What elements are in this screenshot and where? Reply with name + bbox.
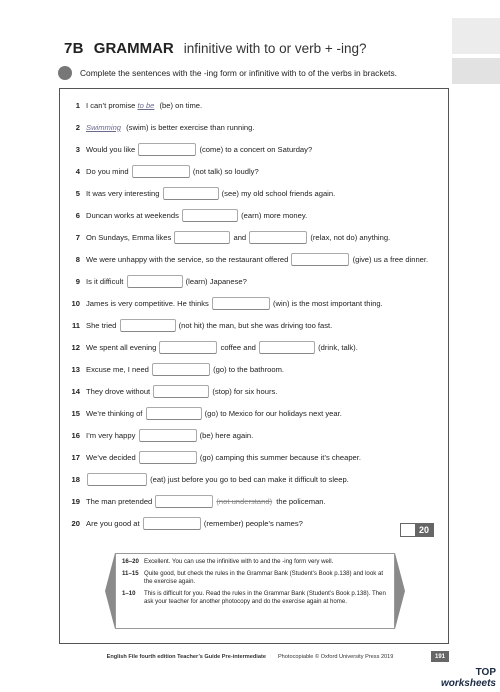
item-number: 20	[71, 518, 80, 528]
item-text: Would you like	[86, 144, 138, 154]
exercise-item	[60, 141, 450, 157]
section-subtitle: infinitive with to or verb + -ing?	[183, 41, 367, 56]
answer-blank[interactable]	[138, 143, 196, 156]
item-number: 17	[71, 452, 80, 462]
item-number: 9	[75, 276, 80, 286]
bullet-circle-icon	[58, 66, 72, 80]
answer-blank[interactable]	[127, 275, 183, 288]
exercise-item	[60, 163, 450, 179]
item-text: (give) us a free dinner.	[350, 254, 429, 264]
exercise-item	[60, 295, 450, 311]
page-number: 191	[431, 651, 449, 662]
item-number: 4	[75, 166, 80, 176]
footer-book-title: English File fourth edition Teacher’s Guide Pre-intermediate	[106, 654, 266, 660]
band-row	[122, 590, 388, 606]
score-box	[400, 523, 434, 537]
item-text: (eat) just before you go to bed can make it difficult to sleep.	[148, 474, 349, 484]
item-text: (learn) Japanese?	[183, 276, 247, 286]
instruction-row	[58, 66, 397, 80]
section-code: 7B	[64, 40, 84, 57]
item-text: We were unhappy with the service, so the restaurant offered	[86, 254, 291, 264]
answer-blank[interactable]	[139, 451, 197, 464]
item-text: (go) camping this summer because it’s cheaper.	[197, 452, 361, 462]
item-text: She tried	[86, 320, 119, 330]
answer-blank[interactable]	[249, 231, 307, 244]
item-text: (be) here again.	[197, 430, 254, 440]
answer-blank[interactable]	[155, 495, 213, 508]
exercise-item	[60, 229, 450, 245]
exercise-item	[60, 339, 450, 355]
answer-blank[interactable]	[153, 385, 209, 398]
instruction-text: Complete the sentences with the -ing form or infinitive with to of the verbs in brackets.	[80, 68, 398, 78]
exercise-item	[60, 471, 450, 487]
page-footer	[60, 654, 440, 660]
struck-hint: (not understand)	[216, 496, 273, 506]
answer-blank[interactable]	[174, 231, 230, 244]
logo-top-text: TOP	[475, 667, 496, 678]
item-text: The man pretended	[86, 496, 155, 506]
item-text: (drink, talk).	[316, 342, 358, 352]
item-number: 7	[75, 232, 80, 242]
answer-blank[interactable]	[143, 517, 201, 530]
item-text: Do you mind	[86, 166, 131, 176]
band-text: Excellent. You can use the infinitive with to and the -ing form very well.	[144, 558, 334, 565]
page-edge-decoration	[452, 0, 500, 692]
item-text: (go) to the bathroom.	[211, 364, 285, 374]
item-text: It was very interesting	[86, 188, 162, 198]
section-title	[64, 40, 367, 57]
item-text: They drove without	[86, 386, 153, 396]
item-number: 15	[71, 408, 80, 418]
item-text: coffee and	[218, 342, 259, 352]
exercise-item	[60, 405, 450, 421]
answer-blank[interactable]	[291, 253, 349, 266]
exercise-item	[60, 317, 450, 333]
item-text: (swim) is better exercise than running.	[124, 122, 255, 132]
edge-strip	[452, 58, 500, 84]
item-text: (win) is the most important thing.	[270, 298, 383, 308]
answer-blank[interactable]	[159, 341, 217, 354]
band-row	[122, 558, 388, 566]
exercise-item	[60, 361, 450, 377]
item-text: Are you good at	[86, 518, 142, 528]
item-text: On Sundays, Emma likes	[86, 232, 174, 242]
item-number: 6	[75, 210, 80, 220]
item-text: (be) on time.	[157, 100, 203, 110]
item-text: (earn) more money.	[238, 210, 308, 220]
band-range: 1–10	[122, 590, 136, 597]
item-number: 12	[71, 342, 80, 352]
item-number: 11	[71, 320, 80, 330]
item-number: 2	[75, 122, 80, 132]
item-text: (go) to Mexico for our holidays next year.	[202, 408, 342, 418]
item-text: (not hit) the man, but she was driving too fast.	[176, 320, 333, 330]
item-text: We’re thinking of	[86, 408, 145, 418]
item-number: 18	[71, 474, 80, 484]
item-text: We’ve decided	[86, 452, 138, 462]
band-text: Quite good, but check the rules in the Grammar Bank (Student’s Book p.138) and look at the exercise again.	[144, 570, 384, 585]
item-text: (relax, not do) anything.	[308, 232, 391, 242]
answer-blank[interactable]	[132, 165, 190, 178]
exercise-box	[59, 88, 449, 644]
exercise-item	[60, 515, 450, 531]
item-number: 10	[71, 298, 80, 308]
item-text: James is very competitive. He thinks	[86, 298, 211, 308]
item-number: 5	[75, 188, 80, 198]
item-number: 19	[71, 496, 80, 506]
exercise-item	[60, 97, 450, 113]
section-heading: GRAMMAR	[93, 40, 174, 57]
item-number: 3	[75, 144, 80, 154]
item-text: We spent all evening	[86, 342, 159, 352]
item-text: (remember) people’s names?	[201, 518, 303, 528]
answer-blank[interactable]	[182, 209, 238, 222]
logo-bottom-text: worksheets	[440, 678, 496, 689]
answer-blank[interactable]	[259, 341, 315, 354]
band-panel	[115, 553, 395, 629]
item-text: Excuse me, I need	[86, 364, 152, 374]
answer-blank[interactable]	[152, 363, 210, 376]
exercise-item	[60, 119, 450, 135]
item-text: I can’t promise	[86, 100, 138, 110]
item-text: Is it difficult	[86, 276, 126, 286]
answer-blank[interactable]	[87, 473, 147, 486]
exercise-item	[60, 273, 450, 289]
item-text: the policeman.	[274, 496, 326, 506]
band-range: 16–20	[122, 558, 139, 565]
answer-blank[interactable]	[212, 297, 270, 310]
score-total: 20	[415, 524, 433, 536]
edge-strip	[452, 18, 500, 54]
example-answer: to be	[137, 100, 155, 110]
item-number: 13	[71, 364, 80, 374]
score-bands	[105, 549, 405, 633]
item-text: (stop) for six hours.	[210, 386, 278, 396]
item-text: (see) my old school friends again.	[219, 188, 336, 198]
item-text: (come) to a concert on Saturday?	[197, 144, 313, 154]
item-text: I’m very happy	[86, 430, 138, 440]
item-number: 1	[75, 100, 80, 110]
exercise-item	[60, 185, 450, 201]
site-logo	[436, 667, 496, 689]
band-row	[122, 570, 388, 586]
band-range: 11–15	[122, 570, 139, 577]
item-number: 14	[71, 386, 80, 396]
answer-blank[interactable]	[120, 319, 176, 332]
exercise-item	[60, 383, 450, 399]
band-text: This is difficult for you. Read the rules in the Grammar Bank (Student’s Book p.138). Then ask your teacher for another photocopy and do the exercise again at home.	[144, 590, 386, 605]
exercise-item	[60, 449, 450, 465]
exercise-item	[60, 251, 450, 267]
answer-blank[interactable]	[139, 429, 197, 442]
example-answer: Swimming	[86, 122, 122, 132]
exercise-item	[60, 427, 450, 443]
score-input[interactable]	[401, 524, 415, 536]
exercise-item	[60, 207, 450, 223]
answer-blank[interactable]	[163, 187, 219, 200]
item-number: 8	[75, 254, 80, 264]
answer-blank[interactable]	[146, 407, 202, 420]
footer-copyright: Photocopiable © Oxford University Press 2019	[277, 654, 394, 660]
exercise-item	[60, 493, 450, 509]
item-text: and	[231, 232, 249, 242]
item-number: 16	[71, 430, 80, 440]
item-text: (not talk) so loudly?	[190, 166, 259, 176]
item-text: Duncan works at weekends	[86, 210, 181, 220]
